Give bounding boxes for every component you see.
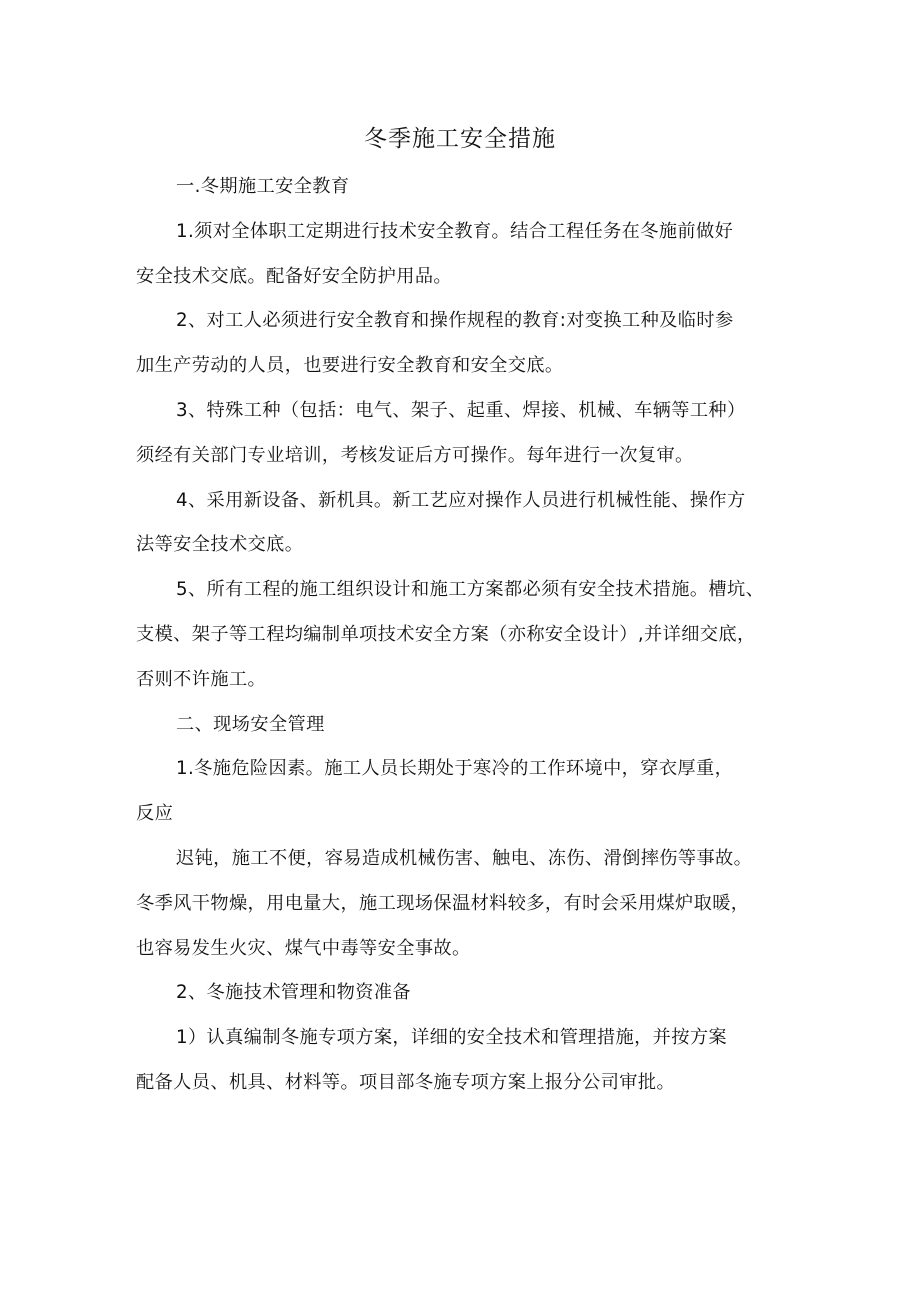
subsection-heading-2-2: 2、冬施技术管理和物资准备 <box>176 982 412 1004</box>
paragraph-1-5: 5、所有工程的施工组织设计和施工方案都必须有安全技术措施。槽坑、 支模、架子等工程均编制单项技术安全方案（亦称安全设计）,并详细交底， 否则不许施工。 <box>136 579 765 690</box>
paragraph-1-3: 3、特殊工种（包括：电气、架子、起重、焊接、机械、车辆等工种） 须经有关部门专业培训，考核发证后方可操作。每年进行一次复审。 <box>136 399 746 466</box>
paragraph-1-2: 2、对工人必须进行安全教育和操作规程的教育:对变换工种及临时参 加生产劳动的人员，也要进行安全教育和安全交底。 <box>136 310 734 377</box>
paragraph-1-4: 4、采用新设备、新机具。新工艺应对操作人员进行机械性能、操作方 法等安全技术交底。 <box>136 489 746 556</box>
paragraph-1-1: 1.须对全体职工定期进行技术安全教育。结合工程任务在冬施前做好 安全技术交底。配备好安全防护用品。 <box>136 220 734 287</box>
section-heading-2: 二、现场安全管理 <box>176 713 325 735</box>
document-body <box>136 165 796 1106</box>
section-heading-1: 一.冬期施工安全教育 <box>176 176 350 197</box>
paragraph-2-1-continued: 迟钝，施工不便，容易造成机械伤害、触电、冻伤、滑倒摔伤等事故。 冬季风干物燥，用电量大，施工现场保温材料较多，有时会采用煤炉取暖， 也容易发生火灾、煤气中毒等安全事故。 <box>136 847 753 959</box>
paragraph-2-2-1: 1）认真编制冬施专项方案，详细的安全技术和管理措施，并按方案 配备人员、机具、材料等。项目部冬施专项方案上报分公司审批。 <box>136 1027 728 1093</box>
paragraph-2-1: 1.冬施危险因素。施工人员长期处于寒冷的工作环境中，穿衣厚重， 反应 <box>136 758 734 825</box>
document-title: 冬季施工安全措施 <box>364 126 556 152</box>
